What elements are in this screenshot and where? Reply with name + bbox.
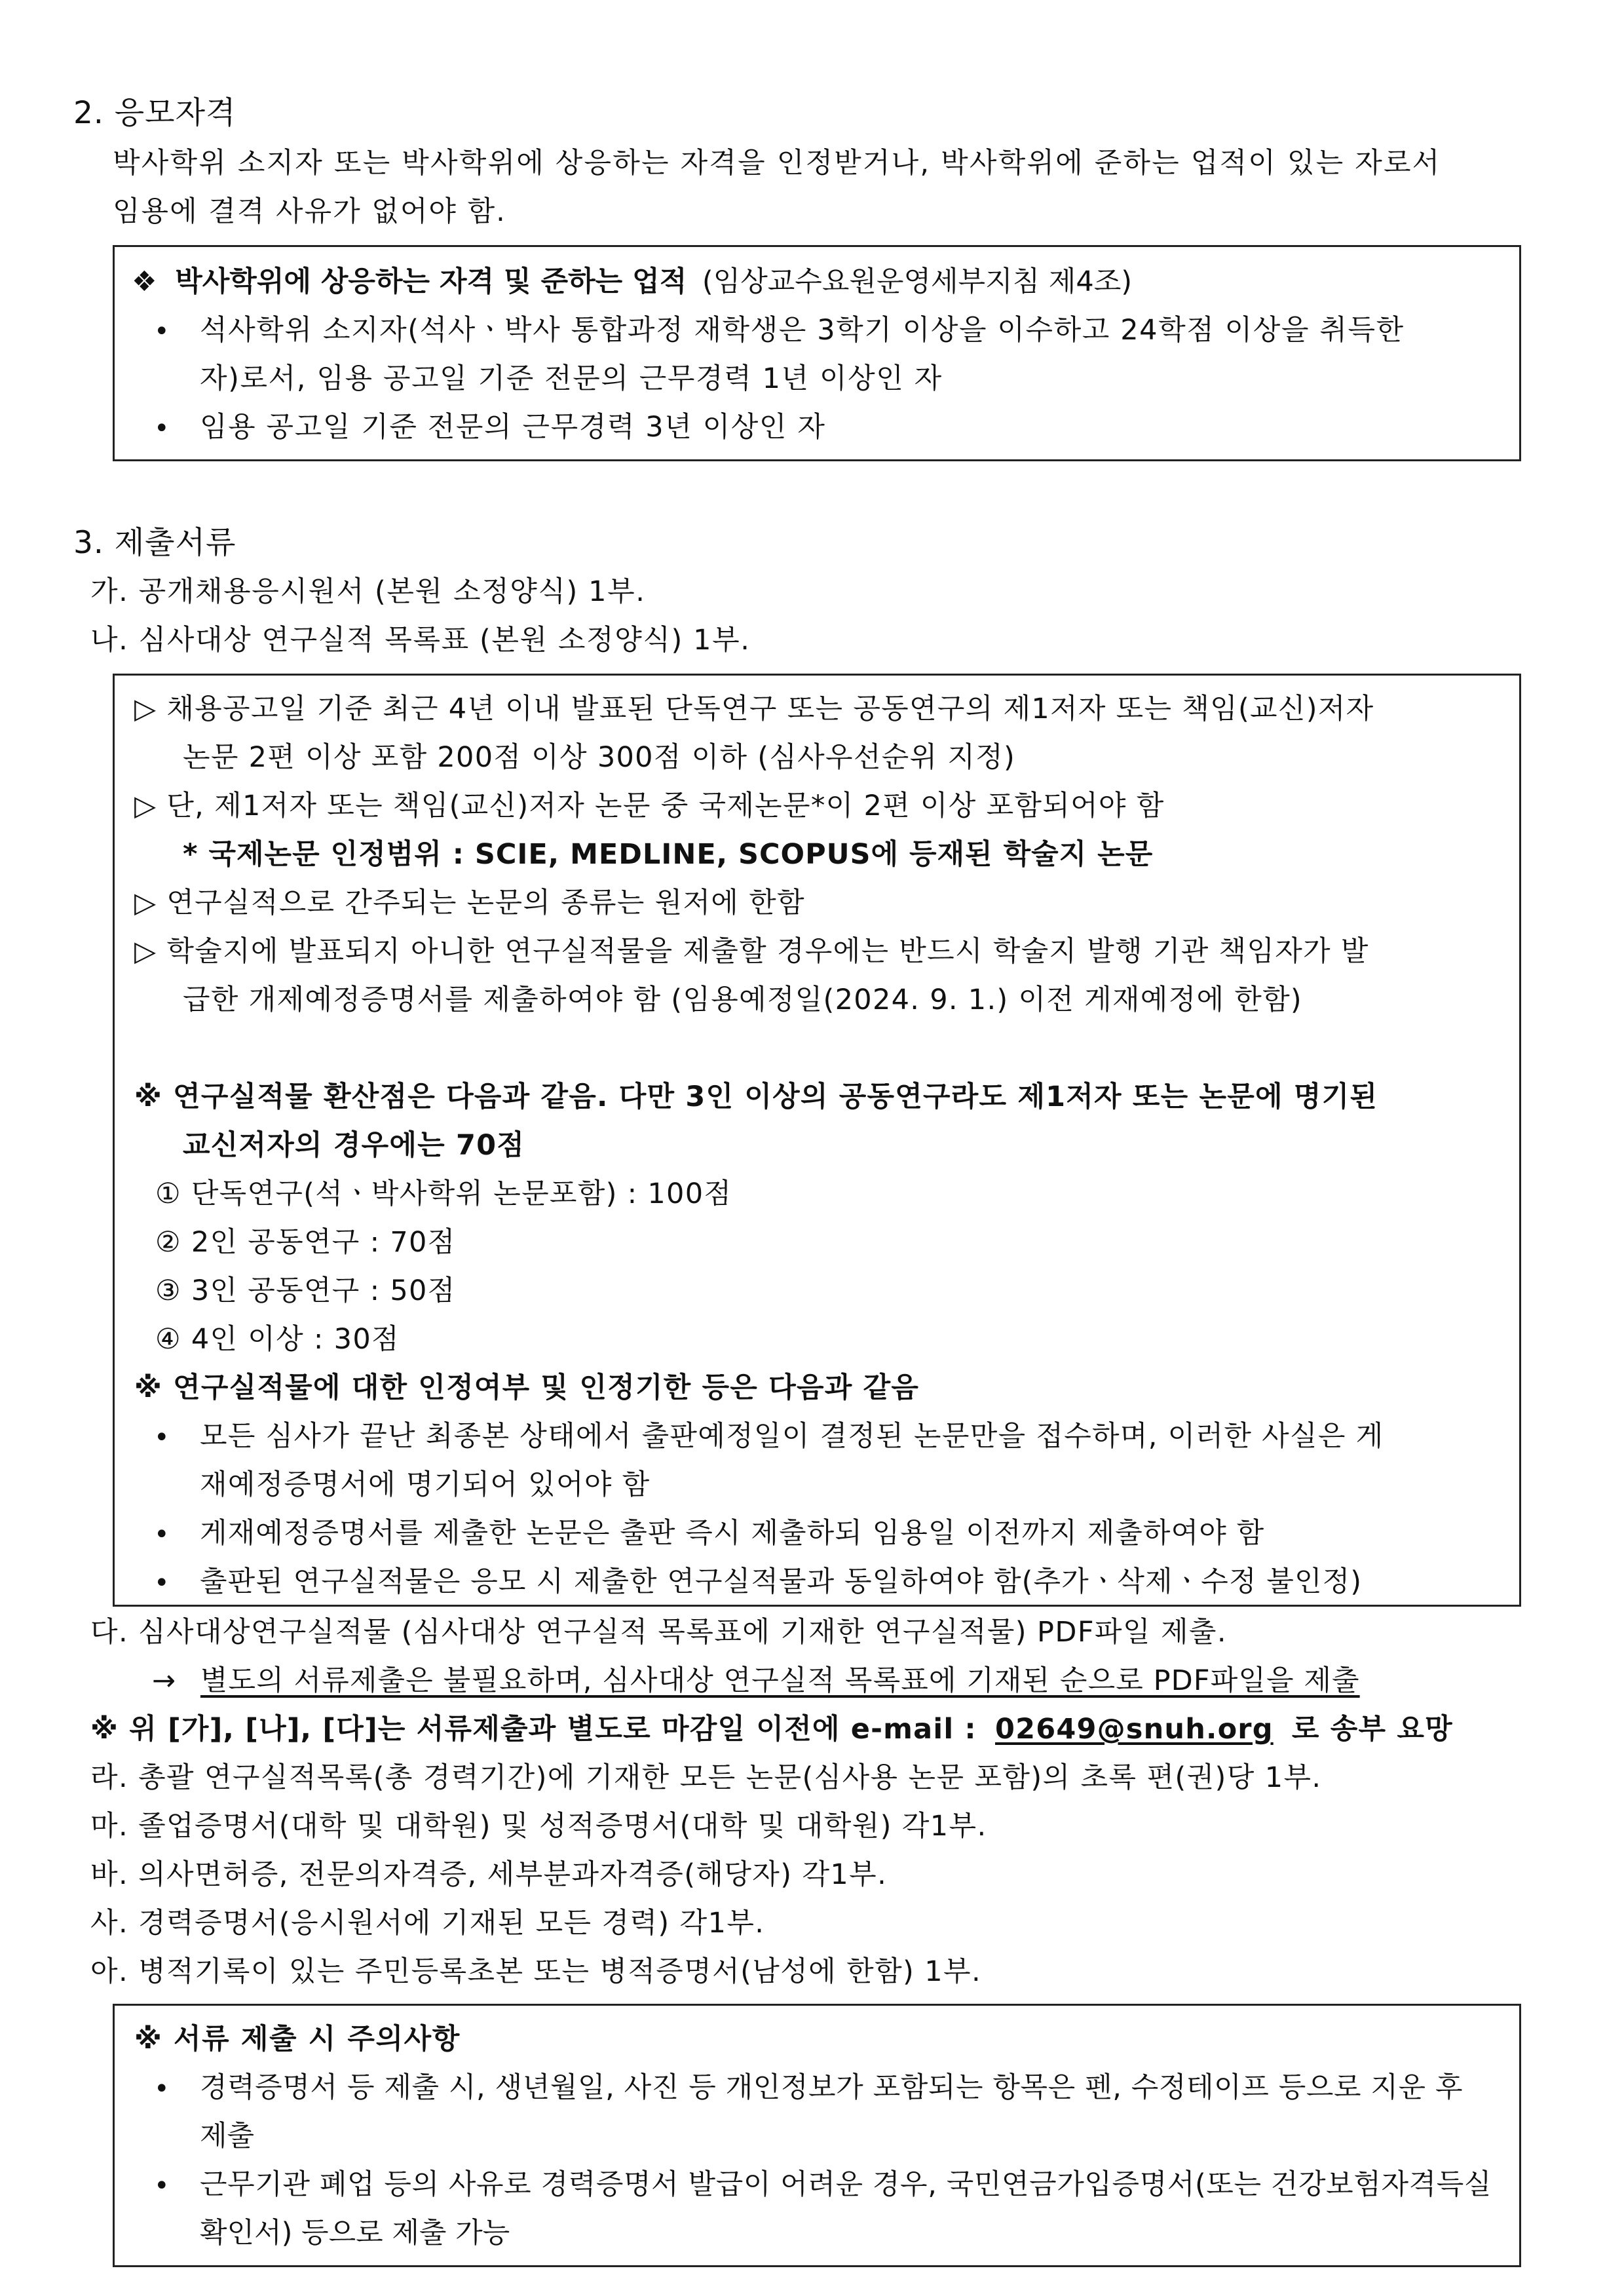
score-item-3: ③ 3인 공동연구 : 50점 <box>155 1274 456 1307</box>
item-ma: 마. 졸업증명서(대학 및 대학원) 및 성적증명서(대학 및 대학원) 각1부. <box>90 1810 987 1843</box>
email-note-prefix: ※ 위 [가], [나], [다]는 서류제출과 별도로 마감일 이전에 e-mail : <box>90 1713 977 1746</box>
item-na: 나. 심사대상 연구실적 목록표 (본원 소정양식) 1부. <box>90 624 751 657</box>
recognition-bullet1-line1: 모든 심사가 끝난 최종본 상태에서 출판예정일이 결정된 논문만을 접수하며, 이러한 사실은 게 <box>200 1420 1384 1453</box>
caution-bullet2-line1: 근무기관 폐업 등의 사유로 경력증명서 발급이 어려운 경우, 국민연금가입증명서(또는 건강보험자격득실 <box>200 2168 1492 2201</box>
recognition-bullet2: 게재예정증명서를 제출한 논문은 출판 즉시 제출하되 임용일 이전까지 제출하여야 함 <box>200 1517 1265 1550</box>
recognition-bullet3: 출판된 연구실적물은 응모 시 제출한 연구실적물과 동일하여야 함(추가ㆍ삭제ㆍ수정 불인정) <box>200 1565 1363 1598</box>
bullet-dot-icon: • <box>154 1520 170 1550</box>
criteria-point1-line1: ▷ 채용공고일 기준 최근 4년 이내 발표된 단독연구 또는 공동연구의 제1저자 또는 책임(교신)저자 <box>134 693 1374 725</box>
section2-title: 2. 응모자격 <box>73 95 236 131</box>
criteria-point2: ▷ 단, 제1저자 또는 책임(교신)저자 논문 중 국제논문*이 2편 이상 포함되어야 함 <box>134 790 1165 822</box>
qualification-bullet2: 임용 공고일 기준 전문의 근무경력 3년 이상인 자 <box>200 411 826 444</box>
international-paper-note: * 국제논문 인정범위 : SCIE, MEDLINE, SCOPUS에 등재된 학술지 논문 <box>183 838 1154 871</box>
item-a: 아. 병적기록이 있는 주민등록초본 또는 병적증명서(남성에 한함) 1부. <box>90 1955 982 1988</box>
item-ra: 라. 총괄 연구실적목록(총 경력기간)에 기재한 모든 논문(심사용 논문 포함)의 초록 편(권)당 1부. <box>90 1761 1322 1794</box>
caution-title: ※ 서류 제출 시 주의사항 <box>134 2023 461 2056</box>
bullet-dot-icon: • <box>154 1423 170 1453</box>
score-item-2: ② 2인 공동연구 : 70점 <box>155 1226 456 1259</box>
email-link[interactable]: 02649@snuh.org <box>995 1713 1274 1746</box>
qualification-box <box>113 245 1521 461</box>
item-ga: 가. 공개채용응시원서 (본원 소정양식) 1부. <box>90 575 646 608</box>
item-ba: 바. 의사면허증, 전문의자격증, 세부분과자격증(해당자) 각1부. <box>90 1858 888 1891</box>
diamond-bullet-icon: ❖ <box>132 265 157 298</box>
recognition-note: ※ 연구실적물에 대한 인정여부 및 인정기한 등은 다음과 같음 <box>134 1371 920 1404</box>
caution-box <box>113 2004 1521 2267</box>
qualification-box-reference: (임상교수요원운영세부지침 제4조) <box>702 265 1133 298</box>
bullet-dot-icon: • <box>154 413 170 444</box>
email-note-suffix: 로 송부 요망 <box>1291 1713 1453 1746</box>
score-note-line2: 교신저자의 경우에는 70점 <box>183 1129 525 1162</box>
section2-intro-line2: 임용에 결격 사유가 없어야 함. <box>113 195 506 228</box>
recognition-bullet1-line2: 재예정증명서에 명기되어 있어야 함 <box>200 1468 651 1501</box>
arrow-right-icon: → <box>152 1664 177 1697</box>
bullet-dot-icon: • <box>154 1568 170 1598</box>
bullet-dot-icon: • <box>154 2171 170 2201</box>
section3-title: 3. 제출서류 <box>73 525 236 561</box>
section2-intro-line1: 박사학위 소지자 또는 박사학위에 상응하는 자격을 인정받거나, 박사학위에 준하는 업적이 있는 자로서 <box>113 147 1441 180</box>
item-sa: 사. 경력증명서(응시원서에 기재된 모든 경력) 각1부. <box>90 1907 765 1940</box>
score-item-4: ④ 4인 이상 : 30점 <box>155 1323 400 1356</box>
qualification-bullet1-line2: 자)로서, 임용 공고일 기준 전문의 근무경력 1년 이상인 자 <box>200 362 943 395</box>
caution-bullet1-line1: 경력증명서 등 제출 시, 생년월일, 사진 등 개인정보가 포함되는 항목은 펜, 수정테이프 등으로 지운 후 <box>200 2071 1463 2104</box>
criteria-point3: ▷ 연구실적으로 간주되는 논문의 종류는 원저에 한함 <box>134 887 805 919</box>
criteria-point1-line2: 논문 2편 이상 포함 200점 이상 300점 이하 (심사우선순위 지정) <box>183 741 1016 774</box>
bullet-dot-icon: • <box>154 2074 170 2104</box>
caution-bullet1-line2: 제출 <box>200 2120 255 2152</box>
bullet-dot-icon: • <box>154 316 170 347</box>
qualification-box-heading: 박사학위에 상응하는 자격 및 준하는 업적 <box>175 265 687 298</box>
score-note-line1: ※ 연구실적물 환산점은 다음과 같음. 다만 3인 이상의 공동연구라도 제1저자 또는 논문에 명기된 <box>134 1081 1378 1113</box>
criteria-point4-line2: 급한 개제예정증명서를 제출하여야 함 (임용예정일(2024. 9. 1.) 이전 게재예정에 한함) <box>183 984 1303 1016</box>
qualification-bullet1-line1: 석사학위 소지자(석사ㆍ박사 통합과정 재학생은 3학기 이상을 이수하고 24학점 이상을 취득한 <box>200 314 1405 347</box>
item-da: 다. 심사대상연구실적물 (심사대상 연구실적 목록표에 기재한 연구실적물) PDF파일 제출. <box>90 1616 1227 1649</box>
research-criteria-box <box>113 674 1521 1607</box>
caution-bullet2-line2: 확인서) 등으로 제출 가능 <box>200 2217 510 2249</box>
item-da-sub: 별도의 서류제출은 불필요하며, 심사대상 연구실적 목록표에 기재된 순으로 PDF파일을 제출 <box>200 1664 1360 1697</box>
criteria-point4-line1: ▷ 학술지에 발표되지 아니한 연구실적물을 제출할 경우에는 반드시 학술지 발행 기관 책임자가 발 <box>134 935 1369 968</box>
score-item-1: ① 단독연구(석ㆍ박사학위 논문포함) : 100점 <box>155 1177 732 1210</box>
